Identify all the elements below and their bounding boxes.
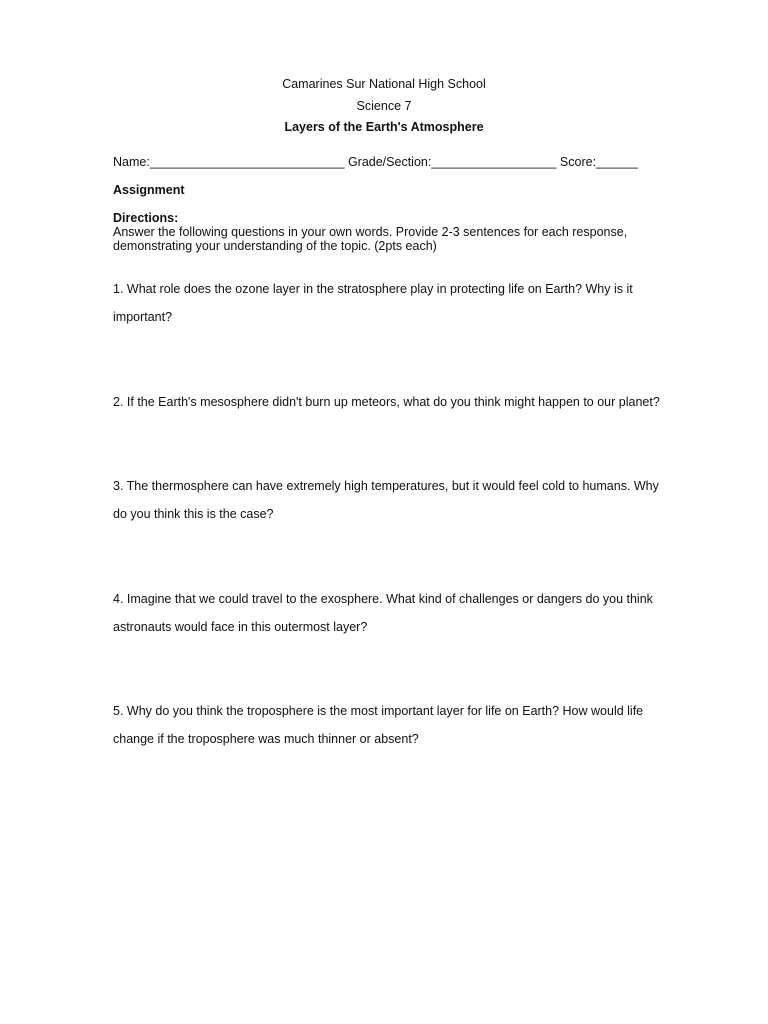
worksheet-title: Layers of the Earth's Atmosphere bbox=[284, 120, 484, 134]
school-name: Camarines Sur National High School bbox=[282, 77, 486, 91]
directions-label: Directions: bbox=[113, 211, 179, 225]
directions-text: Answer the following questions in your own words. Provide 2-3 sentences for each response, demonstrating your understanding of the topic. (2pts each) bbox=[113, 225, 628, 253]
question-5: 5. Why do you think the troposphere is the most important layer for life on Earth? How would life change if the troposphere was much thinner or absent? bbox=[113, 704, 644, 746]
question-3: 3. The thermosphere can have extremely high temperatures, but it would feel cold to humans. Why do you think this is the case? bbox=[113, 479, 659, 521]
student-info-line: Name:____________________________ Grade/Section:__________________ Score:______ bbox=[113, 155, 638, 169]
question-1: 1. What role does the ozone layer in the stratosphere play in protecting life on Earth? Why is it important? bbox=[113, 282, 633, 324]
question-2: 2. If the Earth's mesosphere didn't burn up meteors, what do you think might happen to our planet? bbox=[113, 395, 660, 409]
section-heading: Assignment bbox=[113, 183, 185, 197]
subject-name: Science 7 bbox=[356, 99, 412, 113]
question-4: 4. Imagine that we could travel to the exosphere. What kind of challenges or dangers do you think astronauts would face in this outermost layer? bbox=[113, 592, 653, 634]
